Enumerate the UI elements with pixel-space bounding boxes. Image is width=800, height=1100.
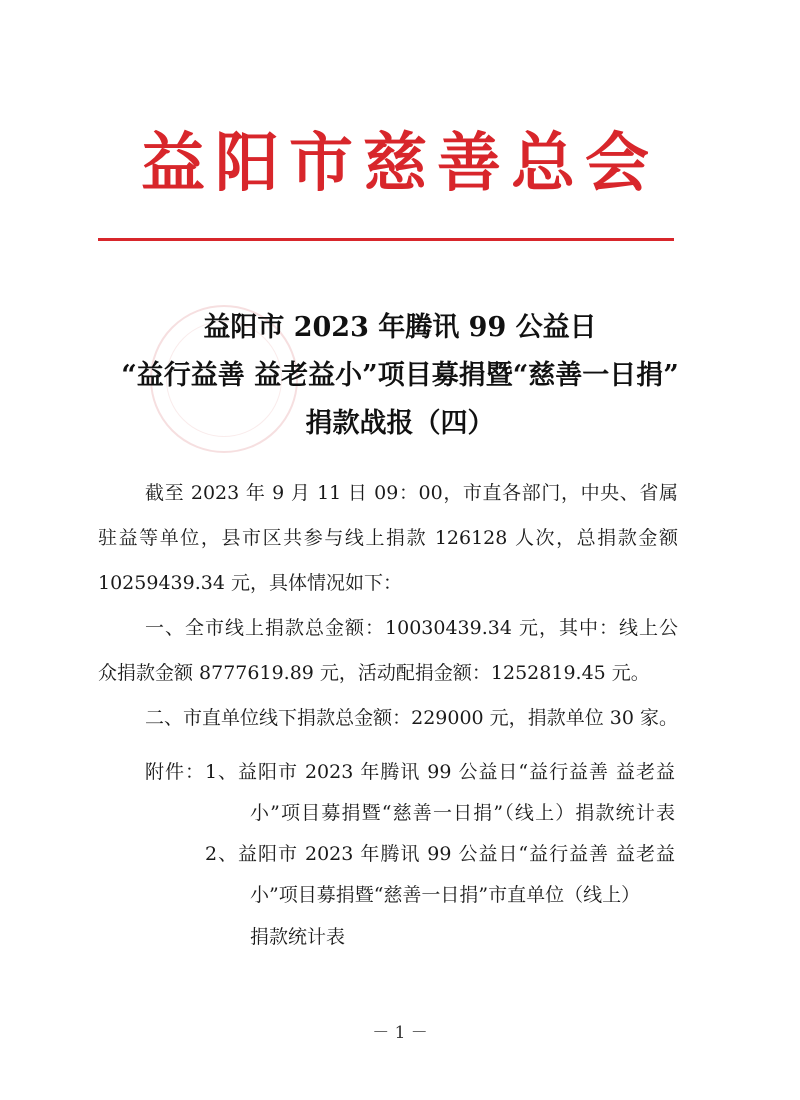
attachment-2-line-2: 小”项目募捐暨“慈善一日捐”市直单位（线上） [250, 884, 641, 906]
org-header-title: 益阳市慈善总会 [141, 126, 659, 201]
attachment-2-line-3: 捐款统计表 [250, 926, 346, 948]
body-paragraph-2-line-2: 众捐款金额 8777619.89 元，活动配捐金额：1252819.45 元。 [98, 662, 650, 684]
attachment-1-line-1: 附件：1、益阳市 2023 年腾讯 99 公益日“益行益善 益老益 [145, 761, 675, 783]
attachment-2-line-1: 2、益阳市 2023 年腾讯 99 公益日“益行益善 益老益 [205, 843, 675, 865]
body-paragraph-2-line-1: 一、全市线上捐款总金额：10030439.34 元，其中：线上公 [145, 617, 678, 639]
attachment-1-line-2: 小”项目募捐暨“慈善一日捐”（线上）捐款统计表 [250, 802, 675, 824]
doc-title-line-1: 益阳市 2023 年腾讯 99 公益日 [203, 312, 597, 343]
body-paragraph-3-line-1: 二、市直单位线下捐款总金额：229000 元，捐款单位 30 家。 [145, 707, 678, 729]
doc-title-line-2: “益行益善 益老益小”项目募捐暨“慈善一日捐” [121, 360, 679, 391]
body-paragraph-1-line-1: 截至 2023 年 9 月 11 日 09：00，市直各部门，中央、省属 [145, 482, 678, 504]
red-header-rule [98, 238, 674, 241]
body-paragraph-1-line-3: 10259439.34 元，具体情况如下： [98, 572, 402, 594]
doc-title-line-3: 捐款战报（四） [305, 408, 495, 439]
page-number: － 1 － [372, 1023, 428, 1043]
body-paragraph-1-line-2: 驻益等单位，县市区共参与线上捐款 126128 人次，总捐款金额 [98, 527, 678, 549]
